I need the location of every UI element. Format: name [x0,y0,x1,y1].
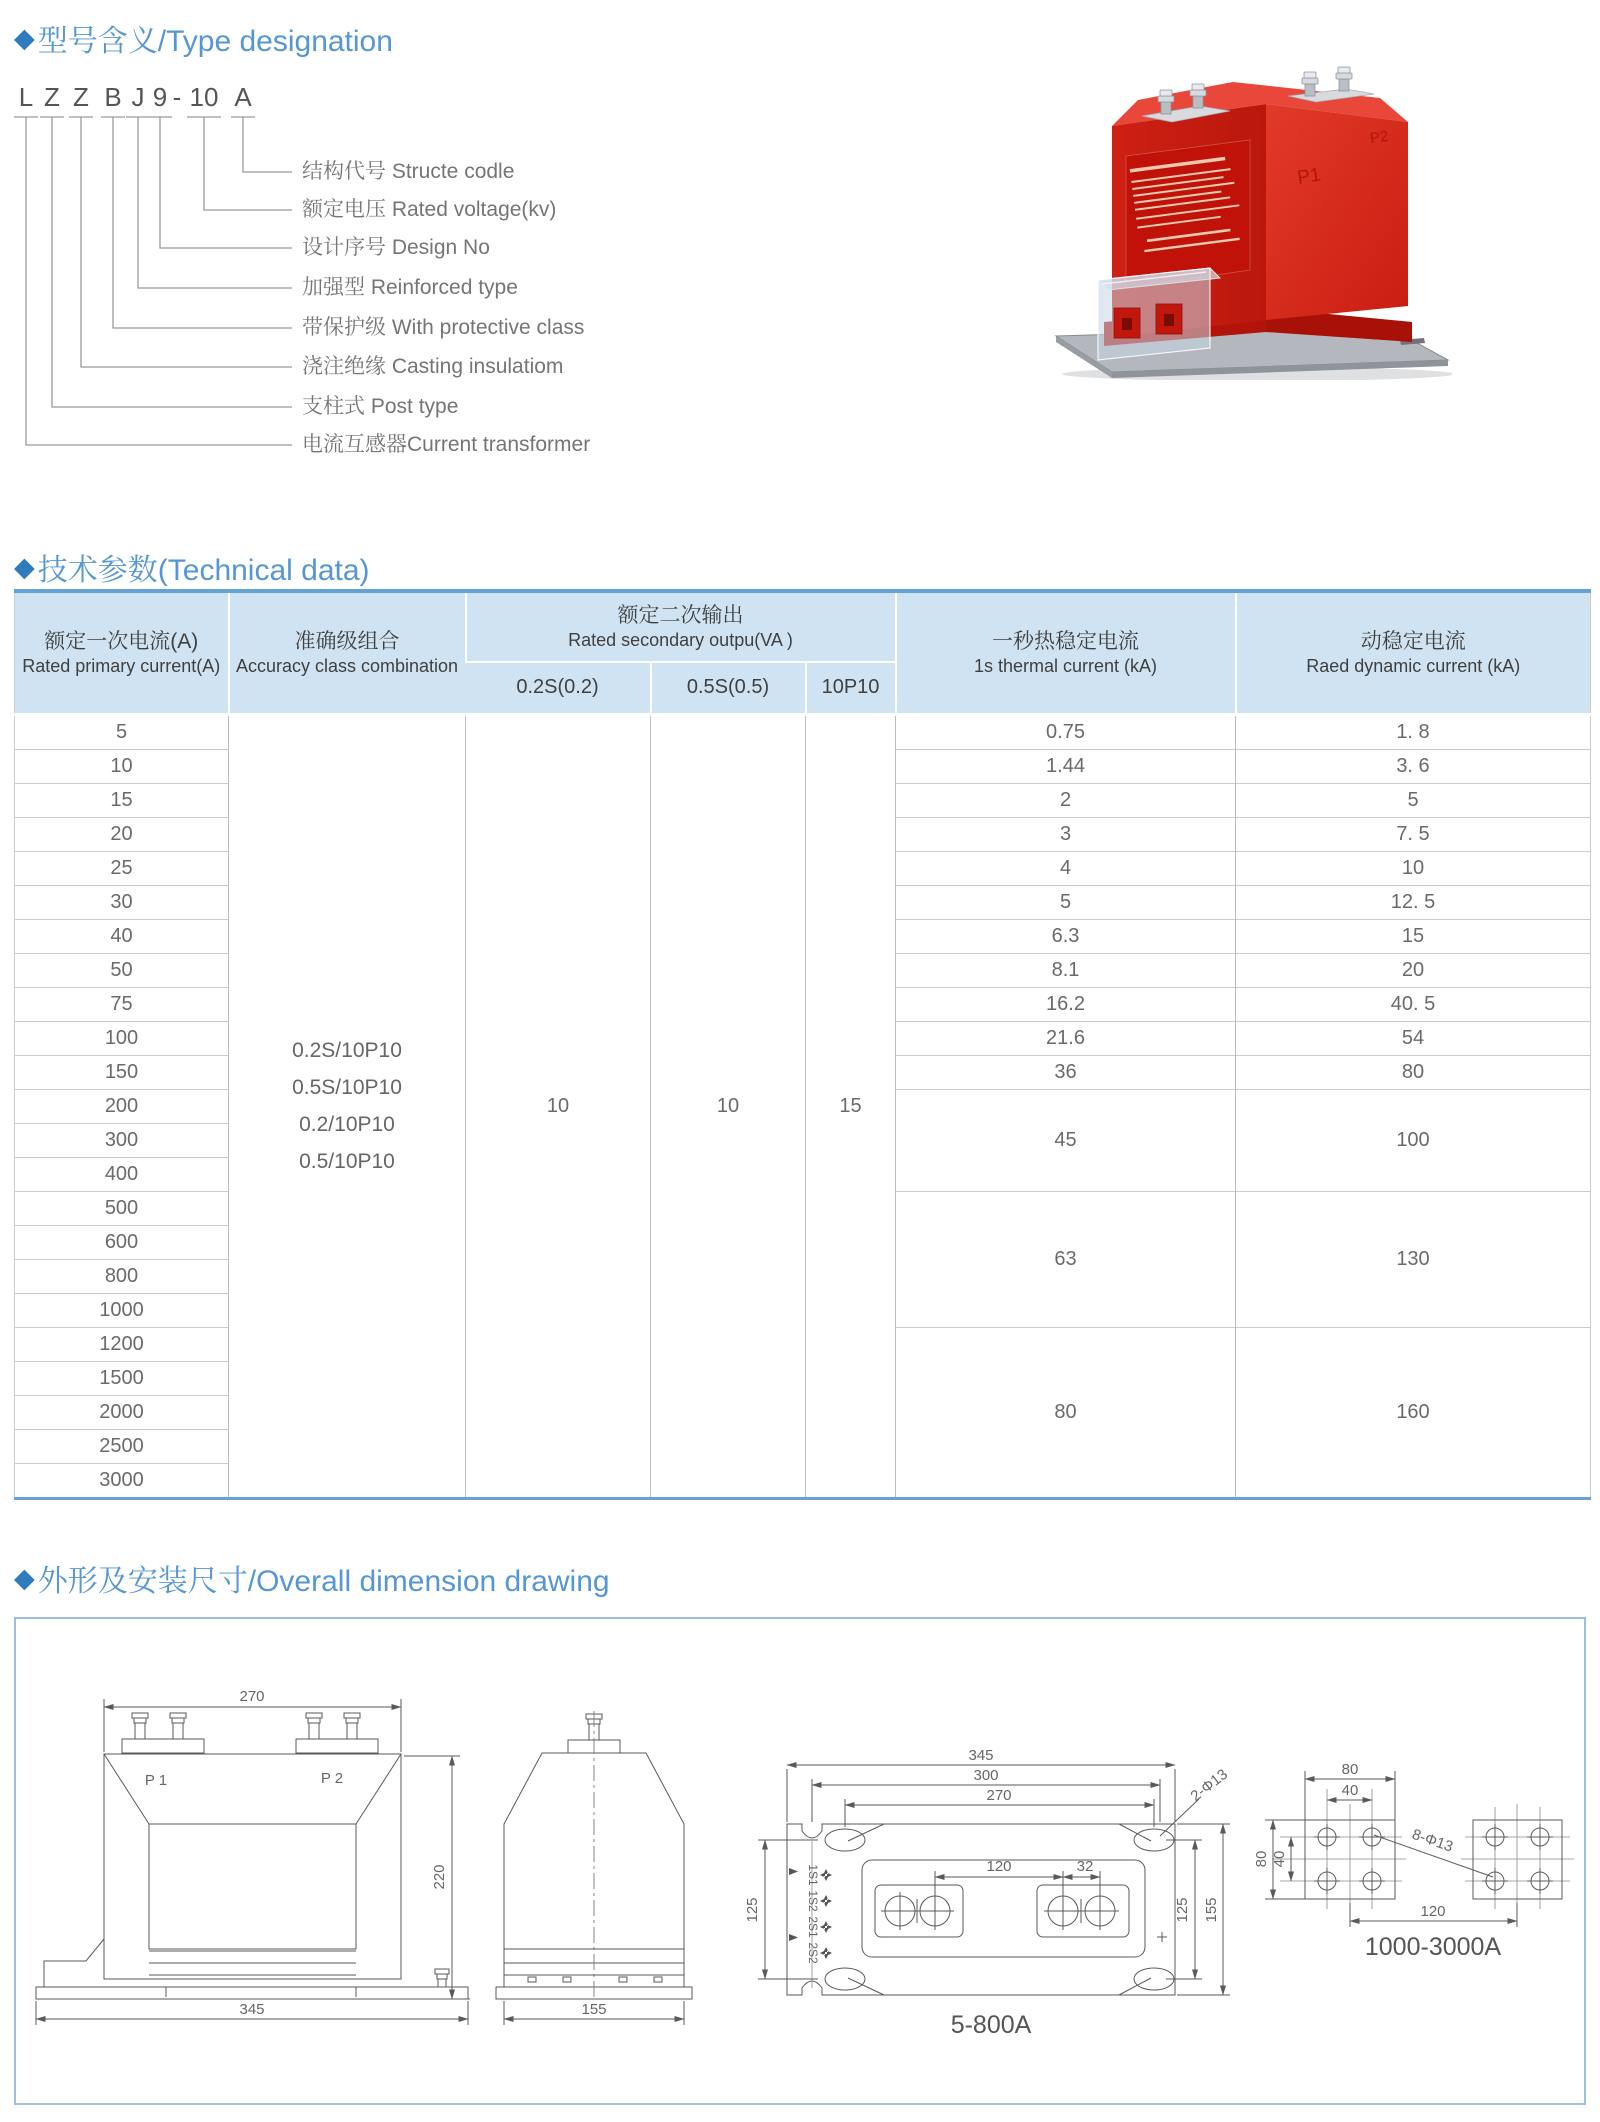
front-p1-label: P 1 [144,1772,168,1789]
plan-view [744,1747,1231,2039]
table-row: 3000 [15,1463,1591,1498]
code-char-a: A [234,82,252,112]
table-row: 2000 [15,1395,1591,1429]
table-row: 1500 [15,1361,1591,1395]
table-row: 200 45 100 [15,1089,1591,1123]
code-char-z2: Z [73,82,89,112]
callout-2-d13: 2-Φ13 [1187,1765,1232,1806]
table-row: 75 16.2 40. 5 [15,987,1591,1021]
terminal-2s1: 2S1 [806,1916,820,1938]
header-secondary-output: 额定二次输出 Rated secondary outpu(VA ) [466,591,896,662]
section-tech-title: 技术参数(Technical data) [37,554,370,587]
embossed-p1: P1 [1296,164,1323,189]
side-view [496,1711,692,2025]
dynamic-group-cell: 100 [1236,1089,1591,1191]
table-row: 15 2 5 [15,783,1591,817]
dimension-drawing-box [14,1617,1586,2105]
technical-data-table [14,589,1591,1500]
dim-220: 220 [431,1864,448,1890]
dynamic-group-cell: 130 [1236,1191,1591,1327]
code-char-b: B [104,82,122,112]
dim-300: 300 [973,1767,999,1784]
section-type-title: 型号含义/Type designation [37,25,393,58]
diamond-icon: ◆ [14,551,35,582]
pads-view [1253,1761,1574,1961]
thermal-group-cell: 80 [896,1327,1236,1498]
header-primary-current: 额定一次电流(A) Rated primary current(A) [15,591,229,714]
dim-155: 155 [581,2001,607,2018]
secondary-10p10-cell: 15 [806,714,896,1498]
section-dimension-drawing [14,1556,610,1600]
front-view [36,1688,470,2025]
table-row: 25 4 10 [15,851,1591,885]
table-row: 40 6.3 15 [15,919,1591,953]
designation-label: 额定电压 Rated voltage(kv) [302,198,557,221]
dimension-drawings [16,1619,1584,2103]
table-row: 150 36 80 [15,1055,1591,1089]
dim-32: 32 [1076,1858,1094,1875]
callout-8-d13: 8-Φ13 [1409,1825,1456,1856]
table-row: 100 21.6 54 [15,1021,1591,1055]
product-photo [1048,30,1452,380]
section-dim-title: 外形及安装尺寸/Overall dimension drawing [37,1565,610,1598]
accuracy-class-cell: 0.2S/10P10 0.5S/10P10 0.2/10P10 0.5/10P10 [229,714,466,1498]
dim-155-right: 155 [1203,1897,1220,1923]
dim-345-plan: 345 [968,1747,994,1764]
dynamic-group-cell: 160 [1236,1327,1591,1498]
code-char-10: 10 [189,82,219,112]
dim-120-pads: 120 [1420,1903,1446,1920]
dim-40-top: 40 [1341,1782,1359,1799]
header-dynamic-current: 动稳定电流 Raed dynamic current (kA) [1236,591,1591,714]
table-row: 30 5 12. 5 [15,885,1591,919]
dim-125-right: 125 [1174,1897,1191,1923]
designation-label: 电流互感器Current transformer [302,433,591,456]
table-row: 20 3 7. 5 [15,817,1591,851]
secondary-02s-cell: 10 [466,714,651,1498]
table-row: 2500 [15,1429,1591,1463]
dim-345: 345 [239,2001,265,2018]
code-char-l: L [18,82,34,112]
table-row: 600 [15,1225,1591,1259]
terminal-1s2: 1S2 [806,1890,820,1912]
code-char-9: 9 [152,82,168,112]
table-row: 1200 80 160 [15,1327,1591,1361]
dim-270: 270 [239,1688,265,1705]
diamond-icon: ◆ [14,22,35,53]
table-row: 500 63 130 [15,1191,1591,1225]
code-char-j: J [131,82,145,112]
terminal-cover [1098,268,1220,360]
thermal-group-cell: 63 [896,1191,1236,1327]
designation-label: 加强型 Reinforced type [302,276,518,299]
diamond-icon: ◆ [14,1562,35,1593]
dim-80-top: 80 [1341,1761,1359,1778]
table-row: 50 8.1 20 [15,953,1591,987]
dim-270-plan: 270 [986,1787,1012,1804]
table-row: 5 0.2S/10P10 0.5S/10P10 0.2/10P10 0.5/10P10 10 10 15 0.75 1. 8 [15,714,1591,749]
header-sub-02s: 0.2S(0.2) [466,662,651,714]
terminal-1s1: 1S1 [806,1864,820,1886]
table-row: 300 [15,1123,1591,1157]
table-row: 400 [15,1157,1591,1191]
designation-label: 带保护级 With protective class [302,316,585,339]
header-sub-05s: 0.5S(0.5) [651,662,806,714]
embossed-p2: P2 [1368,127,1390,148]
header-accuracy-class: 准确级组合 Accuracy class combination [229,591,466,714]
dim-80-left: 80 [1253,1850,1270,1868]
caption-1000-3000a: 1000-3000A [1364,1933,1502,1961]
dim-125-left: 125 [744,1897,761,1923]
code-char-z1: Z [44,82,60,112]
dim-120-plan: 120 [986,1858,1012,1875]
front-p2-label: P 2 [320,1770,344,1787]
designation-label: 设计序号 Design No [302,236,490,259]
secondary-05s-cell: 10 [651,714,806,1498]
table-row: 1000 [15,1293,1591,1327]
section-technical-data [14,545,370,589]
code-char-dash: - [172,82,182,112]
table-row: 10 1.44 3. 6 [15,749,1591,783]
table-row: 800 [15,1259,1591,1293]
designation-label: 支柱式 Post type [302,395,459,418]
caption-5-800a: 5-800A [950,2011,1032,2039]
designation-label: 结构代号 Structe codle [302,160,515,183]
header-thermal-current: 一秒热稳定电流 1s thermal current (kA) [896,591,1236,714]
dim-40-left: 40 [1271,1850,1288,1868]
terminal-2s2: 2S2 [806,1942,820,1964]
thermal-group-cell: 45 [896,1089,1236,1191]
header-sub-10p10: 10P10 [806,662,896,714]
designation-label: 浇注绝缘 Casting insulatiom [302,355,564,378]
